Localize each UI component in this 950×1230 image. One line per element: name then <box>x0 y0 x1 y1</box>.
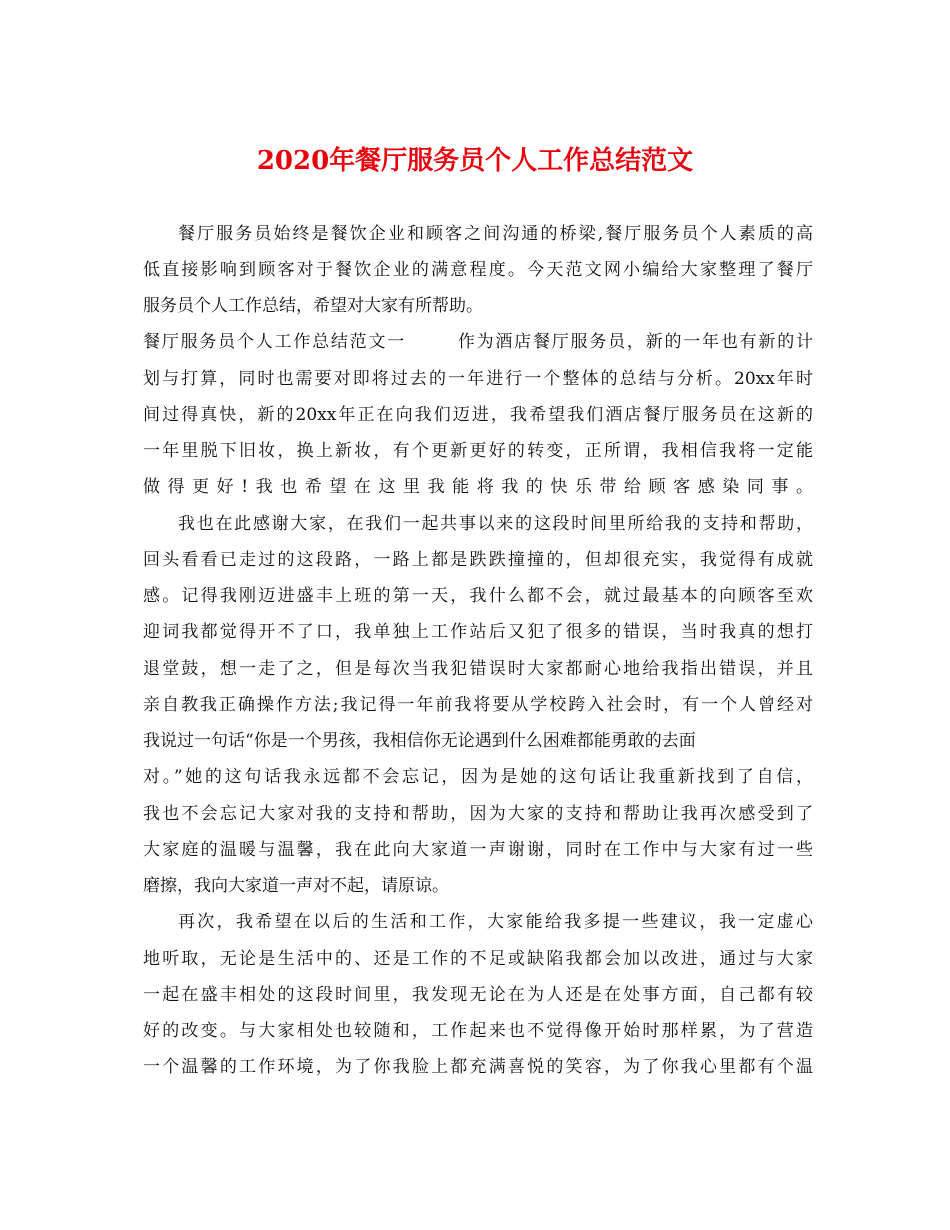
body-line: 回头看看已走过的这段路，一路上都是跌跌撞撞的，但却很充实，我觉得有成就 <box>143 550 813 570</box>
body-line: 服务员个人工作总结，希望对大家有所帮助。 <box>143 296 483 316</box>
body-line: 感。记得我刚迈进盛丰上班的第一天，我什么都不会，就过最基本的向顾客至欢 <box>143 586 813 606</box>
section-heading: 餐厅服务员个人工作总结范文一 <box>143 332 407 352</box>
body-line-section-heading <box>143 330 813 354</box>
body-line: 我说过一句话“你是一个男孩，我相信你无论遇到什么困难都能勇敢的去面 <box>143 731 696 751</box>
body-line: 我也在此感谢大家，在我们一起共事以来的这段时间里所给我的支持和帮助， <box>178 514 813 534</box>
body-line: 迎词我都觉得开不了口，我单独上工作站后又犯了很多的错误，当时我真的想打 <box>143 622 813 642</box>
body-line: 对。”她的这句话我永远都不会忘记，因为是她的这句话让我重新找到了自信， <box>143 767 813 787</box>
body-line: 退堂鼓，想一走了之，但是每次当我犯错误时大家都耐心地给我指出错误，并且 <box>143 659 813 679</box>
body-line: 一起在盛丰相处的这段时间里，我发现无论在为人还是在处事方面，自己都有较 <box>143 985 813 1005</box>
document-title: 2020年餐厅服务员个人工作总结范文 <box>256 146 694 176</box>
body-line: 再次，我希望在以后的生活和工作，大家能给我多提一些建议，我一定虚心 <box>178 912 813 932</box>
body-line: 亲自教我正确操作方法;我记得一年前我将要从学校跨入社会时，有一个人曾经对 <box>143 695 813 715</box>
body-line: 划与打算，同时也需要对即将过去的一年进行一个整体的总结与分析。20xx年时 <box>143 369 813 389</box>
body-line: 磨擦，我向大家道一声对不起，请原谅。 <box>143 876 449 896</box>
body-text: 作为酒店餐厅服务员，新的一年也有新的计 <box>456 332 814 352</box>
body-line: 大家庭的温暖与温馨，我在此向大家道一声谢谢，同时在工作中与大家有过一些 <box>143 840 813 860</box>
body-line: 地听取，无论是生活中的、还是工作的不足或缺陷我都会加以改进，通过与大家 <box>143 949 813 969</box>
body-line: 低直接影响到顾客对于餐饮企业的满意程度。今天范文网小编给大家整理了餐厅 <box>143 260 813 280</box>
body-line: 间过得真快，新的20xx年正在向我们迈进，我希望我们酒店餐厅服务员在这新的 <box>143 405 813 425</box>
body-line: 好的改变。与大家相处也较随和，工作起来也不觉得像开始时那样累，为了营造 <box>143 1021 813 1041</box>
body-line: 做得更好!我也希望在这里我能将我的快乐带给顾客感染同事。 <box>143 477 813 497</box>
body-line: 餐厅服务员始终是餐饮企业和顾客之间沟通的桥梁,餐厅服务员个人素质的高 <box>178 224 813 244</box>
body-line: 一年里脱下旧妆，换上新妆，有个更新更好的转变，正所谓，我相信我将一定能 <box>143 441 813 461</box>
body-line: 我也不会忘记大家对我的支持和帮助，因为大家的支持和帮助让我再次感受到了 <box>143 804 813 824</box>
body-line: 一个温馨的工作环境，为了你我脸上都充满喜悦的笑容，为了你我心里都有个温 <box>143 1057 813 1077</box>
